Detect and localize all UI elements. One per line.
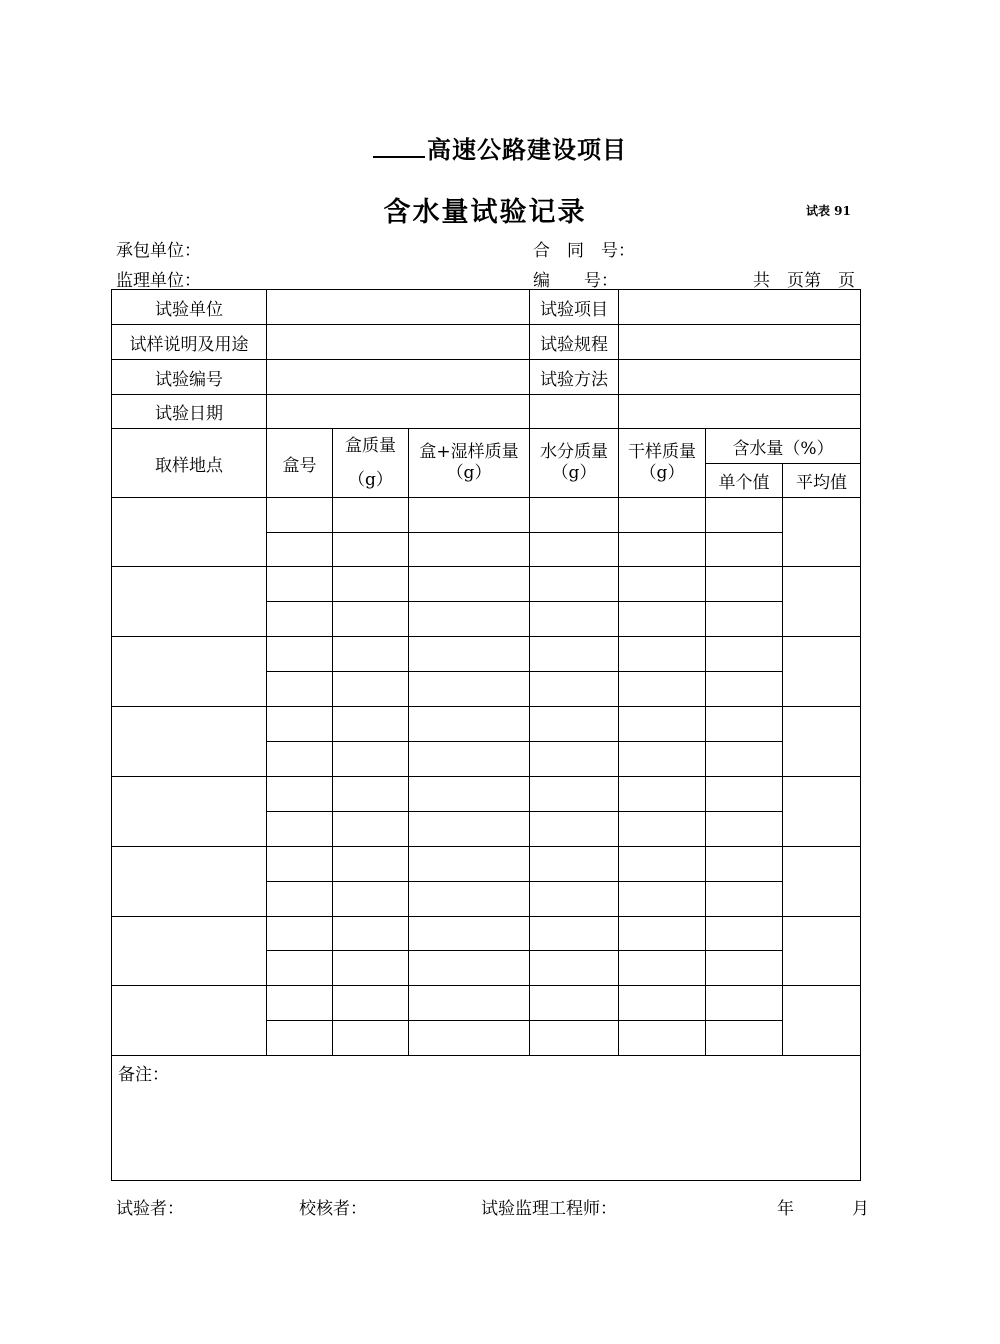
data-cell[interactable] xyxy=(409,1021,530,1056)
data-cell[interactable] xyxy=(783,567,861,637)
test-no-field[interactable] xyxy=(267,360,530,395)
project-title xyxy=(0,130,1000,165)
test-no-label: 试验编号 xyxy=(112,360,267,395)
col-box-mass-label: 盒质量 xyxy=(345,436,396,456)
checker-label: 校核者： xyxy=(299,1199,367,1219)
data-cell[interactable] xyxy=(706,917,783,951)
col-dry-mass xyxy=(619,429,706,498)
data-cell[interactable] xyxy=(112,498,267,567)
data-cell[interactable] xyxy=(267,707,333,742)
contract-no-label: 合 同 号： xyxy=(533,241,635,261)
col-dry-mass-label: 干样质量 xyxy=(628,442,697,462)
test-method-label: 试验方法 xyxy=(530,360,619,395)
data-cell[interactable] xyxy=(333,498,409,533)
data-cell[interactable] xyxy=(409,917,530,951)
col-dry-mass-unit: （g） xyxy=(639,463,685,483)
data-cell[interactable] xyxy=(706,951,783,986)
test-unit-field[interactable] xyxy=(267,290,530,325)
data-cell[interactable] xyxy=(409,602,530,637)
col-water-mass xyxy=(530,429,619,498)
remarks-label: 备注： xyxy=(118,1065,169,1085)
data-cell[interactable] xyxy=(409,951,530,986)
data-cell[interactable] xyxy=(530,567,619,602)
data-cell[interactable] xyxy=(530,847,619,882)
data-cell[interactable] xyxy=(333,707,409,742)
data-cell[interactable] xyxy=(267,672,333,707)
test-item-field[interactable] xyxy=(619,290,861,325)
engineer-label: 试验监理工程师： xyxy=(481,1199,617,1219)
data-cell[interactable] xyxy=(783,777,861,847)
data-cell[interactable] xyxy=(409,742,530,777)
col-moisture: 含水量（%） xyxy=(706,429,861,464)
data-cell[interactable] xyxy=(267,637,333,672)
col-box-mass xyxy=(333,429,409,498)
test-date-field[interactable] xyxy=(267,395,530,429)
data-cell[interactable] xyxy=(619,533,706,567)
data-cell[interactable] xyxy=(267,917,333,951)
data-cell[interactable] xyxy=(706,533,783,567)
data-cell[interactable] xyxy=(619,777,706,812)
data-cell[interactable] xyxy=(619,637,706,672)
project-name-blank xyxy=(373,136,425,158)
data-cell[interactable] xyxy=(706,986,783,1021)
data-cell[interactable] xyxy=(619,602,706,637)
data-cell[interactable] xyxy=(333,602,409,637)
data-cell[interactable] xyxy=(530,917,619,951)
col-location: 取样地点 xyxy=(112,429,267,498)
data-cell[interactable] xyxy=(619,498,706,533)
data-cell[interactable] xyxy=(409,777,530,812)
data-cell[interactable] xyxy=(706,777,783,812)
test-date-label: 试验日期 xyxy=(112,395,267,429)
data-cell[interactable] xyxy=(706,1021,783,1056)
col-box-no: 盒号 xyxy=(267,429,333,498)
data-cell[interactable] xyxy=(706,498,783,533)
data-cell[interactable] xyxy=(333,742,409,777)
col-wet-mass-unit: （g） xyxy=(446,463,492,483)
col-average-value: 平均值 xyxy=(783,464,861,498)
col-water-mass-unit: （g） xyxy=(551,463,597,483)
contractor-label: 承包单位： xyxy=(116,241,201,261)
blank-cell[interactable] xyxy=(619,395,861,429)
sample-desc-label: 试样说明及用途 xyxy=(112,325,267,360)
data-cell[interactable] xyxy=(267,498,333,533)
data-cell[interactable] xyxy=(333,777,409,812)
data-cell[interactable] xyxy=(706,567,783,602)
data-cell[interactable] xyxy=(112,986,267,1056)
data-cell[interactable] xyxy=(530,777,619,812)
data-cell[interactable] xyxy=(409,847,530,882)
data-cell[interactable] xyxy=(706,672,783,707)
data-cell[interactable] xyxy=(619,847,706,882)
month-label: 月 xyxy=(852,1199,869,1219)
test-item-label: 试验项目 xyxy=(530,290,619,325)
data-cell[interactable] xyxy=(619,742,706,777)
data-cell[interactable] xyxy=(267,567,333,602)
data-cell[interactable] xyxy=(112,847,267,917)
serial-no-label: 编 号： xyxy=(533,271,618,291)
data-cell[interactable] xyxy=(409,567,530,602)
data-cell[interactable] xyxy=(619,1021,706,1056)
data-cell[interactable] xyxy=(530,533,619,567)
supervisor-label: 监理单位： xyxy=(116,271,201,291)
data-cell[interactable] xyxy=(706,637,783,672)
data-cell[interactable] xyxy=(333,567,409,602)
test-spec-field[interactable] xyxy=(619,325,861,360)
data-cell[interactable] xyxy=(706,882,783,917)
data-cell[interactable] xyxy=(783,917,861,986)
data-cell[interactable] xyxy=(112,707,267,777)
data-cell[interactable] xyxy=(530,637,619,672)
form-title: 含水量试验记录 xyxy=(383,197,587,228)
data-cell[interactable] xyxy=(112,567,267,637)
data-cell[interactable] xyxy=(333,812,409,847)
data-cell[interactable] xyxy=(530,672,619,707)
data-cell[interactable] xyxy=(530,707,619,742)
data-cell[interactable] xyxy=(783,637,861,707)
data-cell[interactable] xyxy=(333,1021,409,1056)
blank-cell[interactable] xyxy=(530,395,619,429)
data-cell[interactable] xyxy=(409,672,530,707)
data-cell[interactable] xyxy=(619,951,706,986)
data-cell[interactable] xyxy=(333,847,409,882)
data-cell[interactable] xyxy=(530,882,619,917)
remarks-area[interactable] xyxy=(112,1056,861,1181)
data-cell[interactable] xyxy=(267,882,333,917)
data-cell[interactable] xyxy=(619,812,706,847)
data-cell[interactable] xyxy=(783,847,861,917)
data-cell[interactable] xyxy=(267,847,333,882)
data-cell[interactable] xyxy=(333,672,409,707)
data-cell[interactable] xyxy=(409,812,530,847)
data-cell[interactable] xyxy=(333,917,409,951)
data-cell[interactable] xyxy=(409,707,530,742)
data-cell[interactable] xyxy=(409,986,530,1021)
data-cell[interactable] xyxy=(267,812,333,847)
data-cell[interactable] xyxy=(706,602,783,637)
data-cell[interactable] xyxy=(333,637,409,672)
tester-label: 试验者： xyxy=(116,1199,184,1219)
col-water-mass-label: 水分质量 xyxy=(540,442,609,462)
data-cell[interactable] xyxy=(267,777,333,812)
data-cell[interactable] xyxy=(619,567,706,602)
data-cell[interactable] xyxy=(530,951,619,986)
data-cell[interactable] xyxy=(333,986,409,1021)
test-spec-label: 试验规程 xyxy=(530,325,619,360)
data-cell[interactable] xyxy=(267,951,333,986)
data-cell[interactable] xyxy=(706,847,783,882)
data-cell[interactable] xyxy=(409,882,530,917)
data-cell[interactable] xyxy=(267,1021,333,1056)
data-cell[interactable] xyxy=(267,533,333,567)
data-cell[interactable] xyxy=(333,533,409,567)
data-cell[interactable] xyxy=(530,986,619,1021)
data-cell[interactable] xyxy=(333,951,409,986)
data-cell[interactable] xyxy=(706,812,783,847)
data-cell[interactable] xyxy=(619,672,706,707)
col-wet-mass xyxy=(409,429,530,498)
data-cell[interactable] xyxy=(706,742,783,777)
data-cell[interactable] xyxy=(409,637,530,672)
year-label: 年 xyxy=(777,1199,794,1219)
data-cell[interactable] xyxy=(112,777,267,847)
data-cell[interactable] xyxy=(267,602,333,637)
col-box-mass-unit: （g） xyxy=(348,470,393,490)
data-cell[interactable] xyxy=(530,812,619,847)
form-number: 试表 91 xyxy=(806,204,851,218)
data-cell[interactable] xyxy=(706,707,783,742)
data-cell[interactable] xyxy=(783,498,861,567)
data-cell[interactable] xyxy=(783,707,861,777)
data-cell[interactable] xyxy=(619,986,706,1021)
test-method-field[interactable] xyxy=(619,360,861,395)
data-cell[interactable] xyxy=(409,498,530,533)
data-cell[interactable] xyxy=(619,917,706,951)
data-cell[interactable] xyxy=(112,637,267,707)
data-cell[interactable] xyxy=(530,1021,619,1056)
data-cell[interactable] xyxy=(530,498,619,533)
test-record-table xyxy=(111,289,861,1181)
data-cell[interactable] xyxy=(409,533,530,567)
data-cell[interactable] xyxy=(530,602,619,637)
data-cell[interactable] xyxy=(333,882,409,917)
data-cell[interactable] xyxy=(267,986,333,1021)
sample-desc-field[interactable] xyxy=(267,325,530,360)
col-single-value: 单个值 xyxy=(706,464,783,498)
data-cell[interactable] xyxy=(619,882,706,917)
col-wet-mass-label: 盒+湿样质量 xyxy=(419,442,519,462)
data-cell[interactable] xyxy=(112,917,267,986)
page-info: 共 页第 页 xyxy=(753,271,855,291)
data-cell[interactable] xyxy=(530,742,619,777)
data-cell[interactable] xyxy=(783,986,861,1056)
test-unit-label: 试验单位 xyxy=(112,290,267,325)
project-title-text: 高速公路建设项目 xyxy=(427,135,627,164)
data-cell[interactable] xyxy=(619,707,706,742)
data-cell[interactable] xyxy=(267,742,333,777)
